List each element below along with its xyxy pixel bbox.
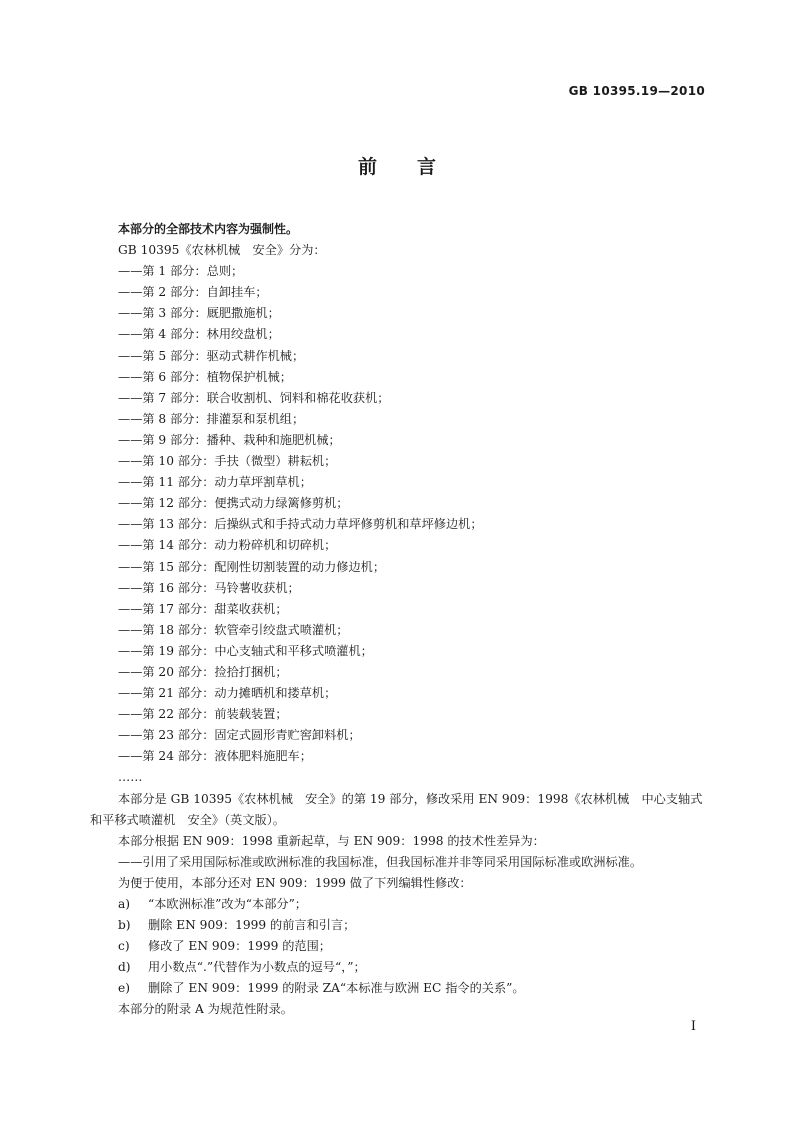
edit-text: 删除了 EN 909：1999 的附录 ZA“本标准与欧洲 EC 指令的关系”。	[148, 981, 525, 996]
part-item: ——第 17 部分：甜菜收获机；	[118, 601, 288, 616]
edits-intro: 为便于使用，本部分还对 EN 909：1999 做了下列编辑性修改：	[118, 875, 472, 890]
page-number: I	[690, 1019, 696, 1034]
title-char-1: 前	[357, 156, 377, 178]
edit-item	[90, 915, 710, 936]
part-item: ——第 21 部分：动力摊晒机和搂草机；	[118, 686, 337, 701]
part-item: ——第 9 部分：播种、栽种和施肥机械；	[118, 432, 341, 447]
part-item: ——第 20 部分：捡拾打捆机；	[118, 664, 288, 679]
page-title	[0, 152, 794, 179]
part-item: ——第 5 部分：驱动式耕作机械；	[118, 348, 305, 363]
part-item: ——第 24 部分：液体肥料施肥车；	[118, 749, 312, 764]
part-item: ——第 3 部分：厩肥撒施机；	[118, 306, 280, 321]
adoption-paragraph: 本部分是 GB 10395《农林机械 安全》的第 19 部分，修改采用 EN 909：1998《农林机械 中心支轴式和平移式喷灌机 安全》（英文版）。	[90, 791, 703, 827]
annex-note: 本部分的附录 A 为规范性附录。	[118, 1002, 293, 1017]
edit-marker: d)	[118, 960, 131, 975]
edit-item	[90, 894, 710, 915]
edit-item	[90, 957, 710, 978]
part-item: ——第 19 部分：中心支轴式和平移式喷灌机；	[118, 643, 373, 658]
part-item: ——第 1 部分：总则；	[118, 264, 244, 279]
part-item: ——第 14 部分：动力粉碎机和切碎机；	[118, 538, 337, 553]
part-item: ——第 13 部分：后操纵式和手持式动力草坪修剪机和草坪修边机；	[118, 517, 483, 532]
part-item: ——第 2 部分：自卸挂车；	[118, 285, 268, 300]
part-item: ——第 11 部分：动力草坪割草机；	[118, 475, 312, 490]
division-statement: GB 10395《农林机械 安全》分为：	[118, 243, 326, 258]
part-item: ——第 12 部分：便携式动力绿篱修剪机；	[118, 496, 349, 511]
edit-item	[90, 936, 710, 957]
edit-marker: c)	[118, 939, 130, 954]
part-item: ——第 8 部分：排灌泵和泵机组；	[118, 411, 305, 426]
differences-item: ——引用了采用国际标准或欧洲标准的我国标准，但我国标准并非等同采用国际标准或欧洲标准。	[118, 854, 643, 869]
part-item: ——第 7 部分：联合收割机、饲料和棉花收获机；	[118, 390, 390, 405]
edit-marker: b)	[118, 918, 131, 933]
part-item: ——第 22 部分：前装载装置；	[118, 707, 288, 722]
parts-ellipsis: ……	[118, 770, 143, 785]
part-item: ——第 6 部分：植物保护机械；	[118, 369, 292, 384]
edit-text: 删除 EN 909：1999 的前言和引言；	[148, 918, 356, 933]
edit-marker: a)	[118, 897, 131, 911]
part-item: ——第 16 部分：马铃薯收获机；	[118, 580, 300, 595]
part-item: ——第 15 部分：配刚性切割装置的动力修边机；	[118, 559, 386, 574]
edit-text: 用小数点“.”代替作为小数点的逗号“，”；	[148, 960, 366, 975]
edit-marker: e)	[118, 981, 130, 996]
edits-list	[90, 894, 710, 999]
part-item: ——第 18 部分：软管牵引绞盘式喷灌机；	[118, 622, 349, 637]
edit-text: “本欧洲标准”改为“本部分”；	[148, 897, 307, 911]
part-item: ——第 10 部分：手扶（微型）耕耘机；	[118, 454, 337, 469]
differences-intro: 本部分根据 EN 909：1998 重新起草，与 EN 909：1998 的技术性差异为：	[118, 833, 545, 848]
part-item: ——第 4 部分：林用绞盘机；	[118, 327, 280, 342]
edit-text: 修改了 EN 909：1999 的范围；	[148, 939, 331, 954]
edit-item	[90, 978, 710, 999]
foreword-body	[90, 219, 710, 1021]
part-item: ——第 23 部分：固定式圆形青贮窖卸料机；	[118, 728, 361, 743]
parts-list	[90, 261, 710, 788]
title-char-2: 言	[417, 156, 437, 178]
mandatory-statement: 本部分的全部技术内容为强制性。	[118, 222, 299, 236]
standard-code: GB 10395.19—2010	[568, 84, 705, 98]
